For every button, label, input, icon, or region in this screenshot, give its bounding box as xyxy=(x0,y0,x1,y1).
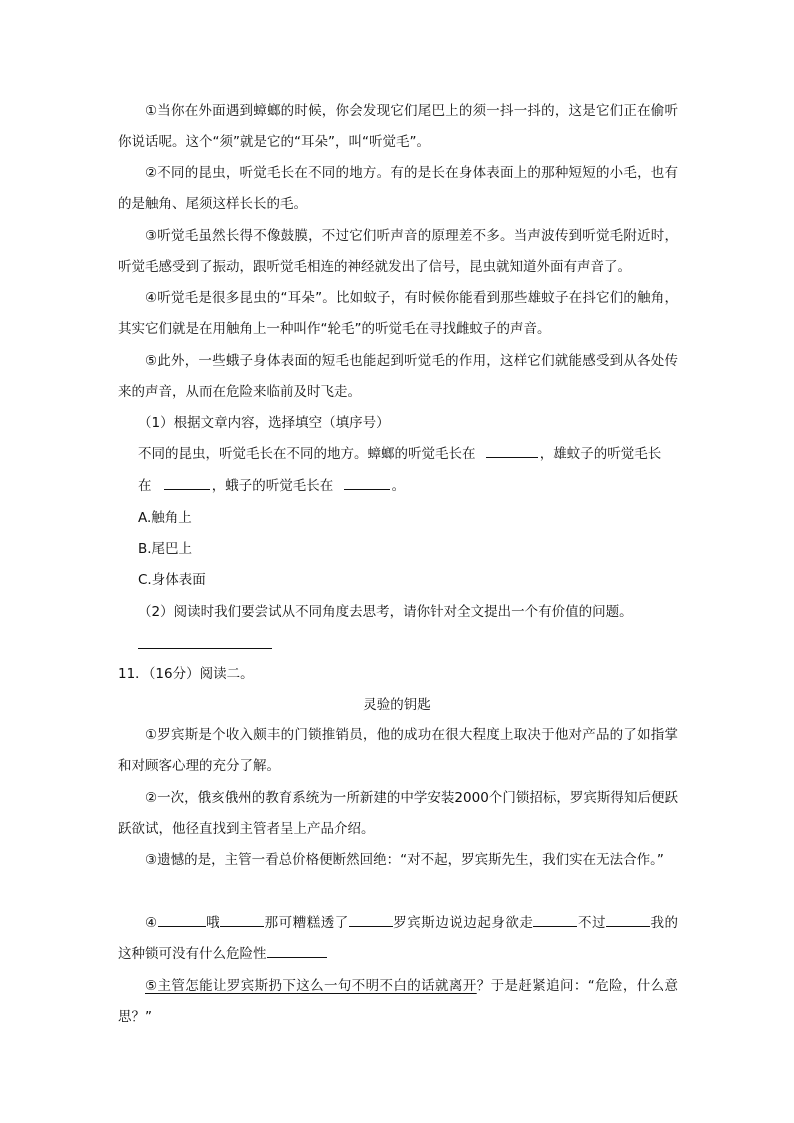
option-b: B.尾巴上 xyxy=(138,541,193,557)
dialogue-text: 罗宾斯边说边起身欲走 xyxy=(392,915,534,931)
underlined-sentence: ⑤主管怎能让罗宾斯扔下这么一句不明不白的话就离开 xyxy=(145,978,477,994)
punctuation-blank-2[interactable] xyxy=(220,912,264,927)
question-2-prompt: （2）阅读时我们要尝试从不同角度去思考，请你针对全文提出一个有价值的问题。 xyxy=(138,604,633,620)
answer-line-question-2[interactable] xyxy=(138,648,272,649)
option-c: C.身体表面 xyxy=(138,572,206,588)
punctuation-blank-5[interactable] xyxy=(606,912,650,927)
paragraph-text: ？于是赶紧追问：“危险，什么意思？” xyxy=(118,978,678,1025)
dialogue-text: 我的这种锁可没有什么危险性 xyxy=(118,915,679,962)
passage1-paragraph-5: ⑤此外，一些蛾子身体表面的短毛也能起到听觉毛的作用，这样它们就能感受到从各处传来的声音，从而在危险来临前及时飞走。 xyxy=(118,353,678,400)
passage2-paragraph-3: ③遗憾的是，主管一看总价格便断然回绝：“对不起，罗宾斯先生，我们实在无法合作。” xyxy=(145,852,664,868)
question-1-fill-line-2 xyxy=(138,475,405,497)
fill-text: 不同的昆虫，听觉毛长在不同的地方。蟑螂的听觉毛长在 xyxy=(138,446,476,462)
answer-blank-mosquito[interactable] xyxy=(164,475,210,490)
fill-text: ，蛾子的听觉毛长在 xyxy=(211,478,334,494)
passage1-paragraph-3: ③听觉毛虽然长得不像鼓膜，不过它们听声音的原理差不多。当声波传到听觉毛附近时，听觉毛感受到了振动，跟听觉毛相连的神经就发出了信号，昆虫就知道外面有声音了。 xyxy=(118,228,678,275)
fill-text: 在 xyxy=(138,478,152,494)
passage2-paragraph-4 xyxy=(118,908,678,970)
punctuation-blank-6[interactable] xyxy=(267,943,327,958)
paragraph-number: ④ xyxy=(145,915,158,931)
punctuation-blank-1[interactable] xyxy=(158,912,206,927)
passage1-paragraph-2: ②不同的昆虫，听觉毛长在不同的地方。有的是长在身体表面上的那种短短的小毛，也有的是触角、尾须这样长长的毛。 xyxy=(118,165,678,212)
passage2-paragraph-1: ①罗宾斯是个收入颇丰的门锁推销员，他的成功在很大程度上取决于他对产品的了如指掌和对顾客心理的充分了解。 xyxy=(118,727,678,774)
dialogue-text: 哦 xyxy=(205,915,221,931)
passage1-paragraph-1: ①当你在外面遇到蟑螂的时候，你会发现它们尾巴上的须一抖一抖的，这是它们正在偷听你说话呢。这个“须”就是它的“耳朵”，叫“听觉毛”。 xyxy=(118,103,678,150)
question-11-header: 11．（16分）阅读二。 xyxy=(118,666,254,682)
dialogue-text: 那可糟糕透了 xyxy=(264,915,349,931)
question-1-prompt: （1）根据文章内容，选择填空（填序号） xyxy=(138,415,390,431)
answer-blank-cockroach[interactable] xyxy=(486,443,538,458)
dialogue-text: 不过 xyxy=(577,915,606,931)
passage2-paragraph-5 xyxy=(118,971,678,1033)
question-1-fill-line-1 xyxy=(138,443,661,465)
option-a: A.触角上 xyxy=(138,510,192,526)
fill-text: 。 xyxy=(391,478,406,494)
answer-blank-moth[interactable] xyxy=(344,475,390,490)
punctuation-blank-3[interactable] xyxy=(349,912,393,927)
passage2-paragraph-2: ②一次，俄亥俄州的教育系统为一所新建的中学安装2000个门锁招标，罗宾斯得知后便跃跃欲试，他径直找到主管者呈上产品介绍。 xyxy=(118,790,678,837)
punctuation-blank-4[interactable] xyxy=(533,912,577,927)
passage1-paragraph-4: ④听觉毛是很多昆虫的“耳朵”。比如蚊子，有时候你能看到那些雄蚊子在抖它们的触角，其实它们就是在用触角上一种叫作“轮毛”的听觉毛在寻找雌蚊子的声音。 xyxy=(118,290,678,337)
passage2-title: 灵验的钥匙 xyxy=(363,697,431,713)
fill-text: ，雄蚊子的听觉毛长 xyxy=(539,446,662,462)
